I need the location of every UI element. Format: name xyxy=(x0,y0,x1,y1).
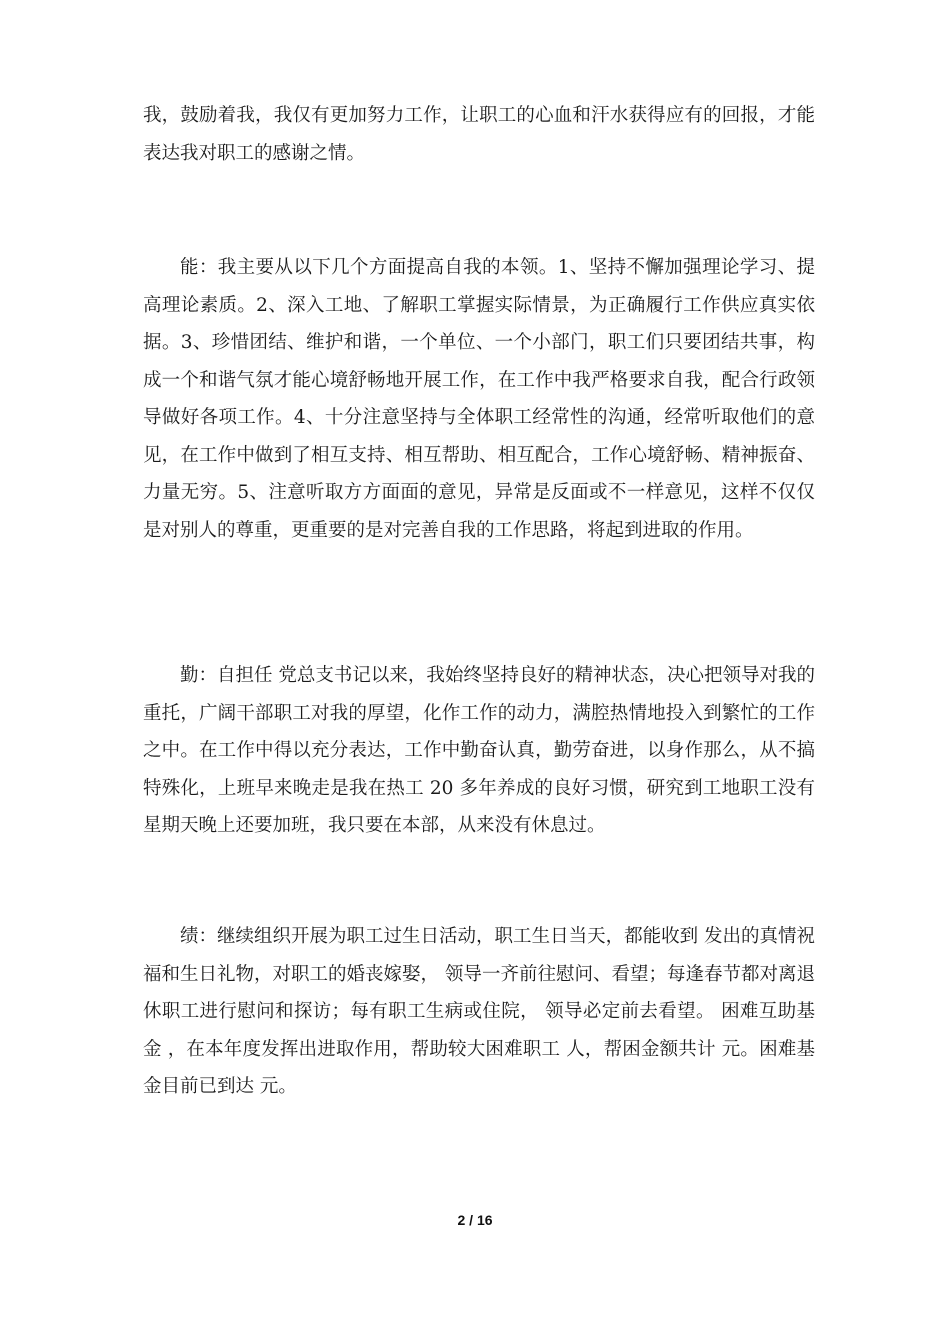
paragraph-achievement: 绩：继续组织开展为职工过生日活动，职工生日当天，都能收到 发出的真情祝福和生日礼物，对职工的婚丧嫁娶， 领导一齐前往慰问、看望；每逢春节都对离退休职工进行慰问和探访；每有职工生病或住院， 领导必定前去看望。 困难互助基金 ，在本年度发挥出进取作用，帮助较大困难职工 人，帮困金额共计 元。困难基金目前已到达 元。 xyxy=(143,926,815,1097)
paragraph-ability: 能：我主要从以下几个方面提高自我的本领。1、坚持不懈加强理论学习、提高理论素质。2、深入工地、了解职工掌握实际情景，为正确履行工作供应真实依据。3、珍惜团结、维护和谐，一个单位、一个小部门，职工们只要团结共事，构成一个和谐气氛才能心境舒畅地开展工作，在工作中我严格要求自我，配合行政领导做好各项工作。4、十分注意坚持与全体职工经常性的沟通，经常听取他们的意见，在工作中做到了相互支持、相互帮助、相互配合，工作心境舒畅、精神振奋、力量无穷。5、注意听取方方面面的意见，异常是反面或不一样意见，这样不仅仅是对别人的尊重，更重要的是对完善自我的工作思路，将起到进取的作用。 xyxy=(143,257,815,541)
paragraph-diligence: 勤：自担任 党总支书记以来，我始终坚持良好的精神状态，决心把领导对我的重托，广阔干部职工对我的厚望，化作工作的动力，满腔热情地投入到繁忙的工作之中。在工作中得以充分表达，工作中勤奋认真，勤劳奋进，以身作那么，从不搞特殊化，上班早来晚走是我在热工 20 多年养成的良好习惯，研究到工地职工没有星期天晚上还要加班，我只要在本部，从来没有休息过。 xyxy=(143,665,815,836)
paragraph-continuation: 我，鼓励着我，我仅有更加努力工作，让职工的心血和汗水获得应有的回报，才能表达我对职工的感谢之情。 xyxy=(143,105,815,164)
page-number: 2 / 16 xyxy=(457,1212,493,1228)
